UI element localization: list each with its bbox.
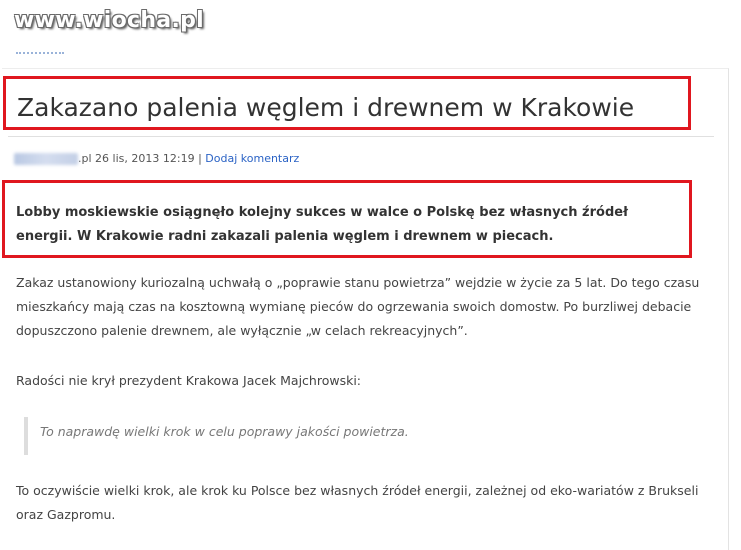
title-divider (8, 136, 714, 137)
article-lead: Lobby moskiewskie osiągnęło kolejny sukces w walce o Polskę bez własnych źródeł energii. W Krakowie radni zakazali palenia węglem i drewnem w piecach. (16, 205, 628, 244)
author-suffix: .pl (78, 152, 92, 165)
article-meta (14, 152, 299, 165)
article-paragraph-2: Radości nie krył prezydent Krakowa Jacek Majchrowski: (16, 373, 362, 388)
author-name-blurred[interactable] (14, 153, 78, 165)
site-watermark: www.wiocha.pl (14, 8, 204, 33)
post-date: 26 lis, 2013 12:19 (95, 152, 195, 165)
cropped-link-fragment (16, 44, 64, 54)
meta-separator: | (198, 152, 202, 165)
add-comment-link[interactable]: Dodaj komentarz (205, 152, 300, 165)
article-paragraph-1: Zakaz ustanowiony kuriozalną uchwałą o „poprawie stanu powietrza” wejdzie w życie za 5 lat. Do tego czasu mieszkańcy mają czas na kosztowną wymianę pieców do ogrzewania swoich domostw. Po burzliwej debacie dopuszczono palenie drewnem, ale wyłącznie „w celach rekreacyjnych”. (16, 275, 700, 338)
blockquote (24, 417, 688, 455)
article-title: Zakazano palenia węglem i drewnem w Krakowie (17, 93, 635, 122)
quote-text: To naprawdę wielki krok w celu poprawy jakości powietrza. (40, 424, 409, 439)
article-paragraph-3: To oczywiście wielki krok, ale krok ku Polsce bez własnych źródeł energii, zależnej od eko-wariatów z Brukseli oraz Gazpromu. (16, 483, 699, 522)
